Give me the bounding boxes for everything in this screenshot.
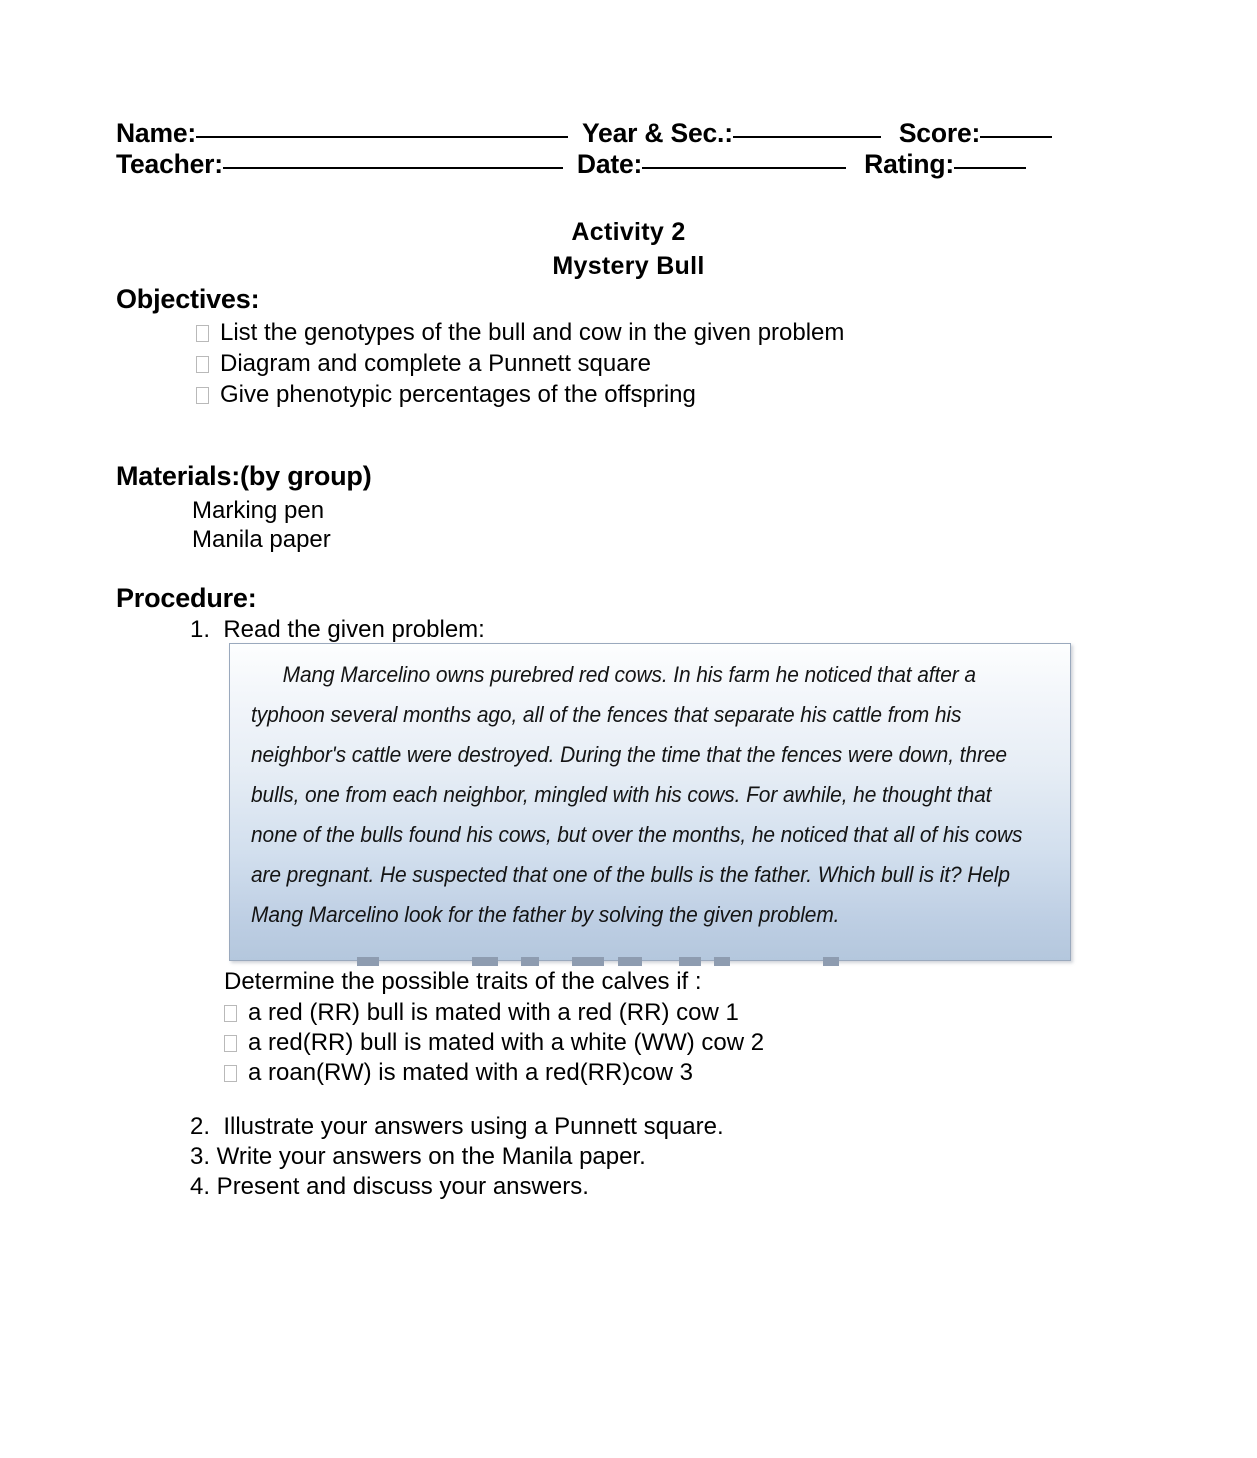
material-item-1: Marking pen [192,497,325,524]
problem-text [251,655,1069,935]
determine-intro: Determine the possible traits of the calves if : [224,968,702,995]
rating-label: Rating: [864,149,955,179]
bullet-box-icon [224,1035,237,1052]
determine-item-3-label: a roan(RW) is mated with a red(RR)cow 3 [248,1059,694,1086]
objectives-heading: Objectives: [116,284,260,314]
objective-item-3 [196,379,696,410]
header-fields [116,118,1076,180]
determine-item-3 [224,1057,693,1088]
objective-item-2 [196,348,651,379]
activity-number: Activity 2 [571,218,686,246]
box-bottom-artifact [229,957,1071,967]
objective-item-1-label: List the genotypes of the bull and cow in the given problem [220,319,845,346]
problem-line-5: none of the bulls found his cows, but over the months, he noticed that all of his cows [251,822,1023,847]
bullet-box-icon [196,356,209,373]
score-label: Score: [898,118,981,148]
bullet-box-icon [224,1065,237,1082]
bullet-box-icon [224,1005,237,1022]
teacher-rule[interactable] [223,167,563,169]
name-label: Name: [116,118,197,148]
problem-line-2: typhoon several months ago, all of the fences that separate his cattle from his [251,702,962,727]
problem-statement-box [229,643,1071,961]
problem-line-1: Mang Marcelino owns purebred red cows. In his farm he noticed that after a [282,662,976,687]
bullet-box-icon [196,325,209,342]
determine-item-2 [224,1027,764,1058]
problem-line-4: bulls, one from each neighbor, mingled with his cows. For awhile, he thought that [251,782,992,807]
materials-heading: Materials:(by group) [116,461,372,491]
score-rule[interactable] [980,136,1052,138]
problem-line-7: Mang Marcelino look for the father by solving the given problem. [251,902,840,927]
objective-item-1 [196,317,844,348]
procedure-step-3: 3. Write your answers on the Manila paper. [190,1143,646,1170]
problem-line-6: are pregnant. He suspected that one of the bulls is the father. Which bull is it? Help [251,862,1010,887]
determine-item-1-label: a red (RR) bull is mated with a red (RR) cow 1 [248,999,739,1026]
date-label: Date: [576,149,643,179]
problem-line-3: neighbor's cattle were destroyed. During the time that the fences were down, three [251,742,1007,767]
teacher-label: Teacher: [116,149,223,179]
date-rule[interactable] [642,167,846,169]
procedure-step-1: 1. Read the given problem: [190,616,485,643]
bullet-box-icon [196,387,209,404]
header-row-1 [116,118,1076,149]
activity-title [0,215,1257,283]
objective-item-2-label: Diagram and complete a Punnett square [220,350,651,377]
header-row-2 [116,149,1076,180]
year-section-rule[interactable] [733,136,881,138]
determine-item-1 [224,997,739,1028]
rating-rule[interactable] [954,167,1026,169]
activity-name: Mystery Bull [552,252,705,280]
procedure-heading: Procedure: [116,583,257,613]
objective-item-3-label: Give phenotypic percentages of the offspring [220,381,696,408]
year-section-label: Year & Sec.: [582,118,733,148]
material-item-2: Manila paper [192,526,331,553]
name-rule[interactable] [196,136,568,138]
determine-item-2-label: a red(RR) bull is mated with a white (WW) cow 2 [248,1029,765,1056]
procedure-step-2: 2. Illustrate your answers using a Punnett square. [190,1113,724,1140]
procedure-step-4: 4. Present and discuss your answers. [190,1173,589,1200]
